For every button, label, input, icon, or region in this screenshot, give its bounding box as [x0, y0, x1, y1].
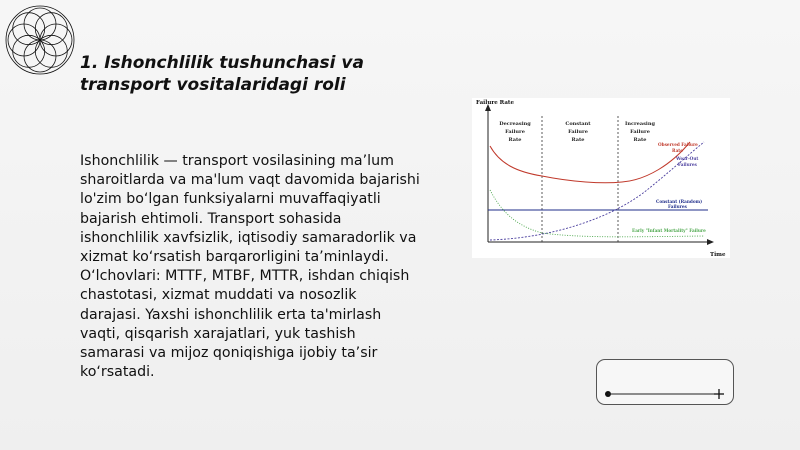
region-label-increasing-1: Increasing	[625, 121, 655, 127]
observed-label-1: Observed Failure	[658, 142, 698, 147]
audio-control-box[interactable]	[596, 359, 734, 405]
x-axis-label: Time	[710, 252, 726, 258]
region-label-decreasing-3: Rate	[508, 137, 522, 143]
logo-rosette-icon	[2, 2, 78, 78]
region-label-increasing-2: Failure	[630, 129, 650, 135]
wearout-label-1: Wear-Out	[676, 156, 699, 161]
observed-failure-curve	[490, 142, 690, 183]
observed-label-2: Rate	[672, 148, 683, 153]
wearout-label-2: Failures	[678, 162, 697, 167]
plus-icon	[714, 389, 724, 399]
constant-label-2: Failures	[668, 204, 687, 209]
y-axis-label: Failure Rate	[476, 100, 514, 106]
region-label-constant-1: Constant	[565, 121, 591, 127]
region-label-increasing-3: Rate	[633, 137, 647, 143]
region-label-decreasing-2: Failure	[505, 129, 525, 135]
constant-label-1: Constant (Random)	[656, 199, 703, 204]
x-axis-arrow	[707, 239, 714, 245]
slide-title: 1. Ishonchlilik tushunchasi va transport vositalaridagi roli	[80, 53, 364, 95]
early-label: Early "Infant Mortality" Failure	[632, 228, 706, 233]
region-label-decreasing-1: Decreasing	[499, 121, 531, 127]
region-label-constant-3: Rate	[571, 137, 585, 143]
region-label-constant-2: Failure	[568, 129, 588, 135]
bathtub-curve-figure	[472, 98, 730, 258]
slide-body-text: Ishonchlilik — transport vosilasining ma’lum sharoitlarda va ma'lum vaqt davomida bajarishi lo'zim bo‘lgan funksiyalarni muvaffaqiyatli bajarish ehtimoli. Transport sohasida ishonchlilik xavfsizlik, iqtisodiy samaradorlik va xizmat ko‘rsatish barqarorligini ta’minlaydi. O‘lchovlari: MTTF, MTBF, MTTR, ishdan chiqish chastotasi, xizmat muddati va nosozlik darajasi. Yaxshi ishonchlilik erta ta'mirlash vaqti, qisqarish xarajatlari, yuk tashish samarasi va mijoz qoniqishiga ijobiy ta’sir ko‘rsatadi.	[80, 153, 420, 381]
